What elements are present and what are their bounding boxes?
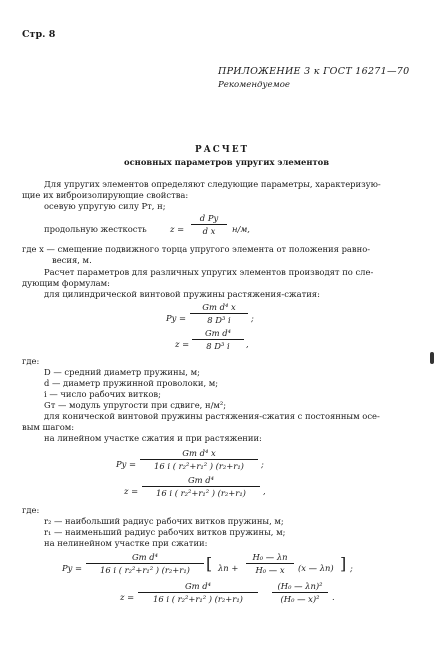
body-text: осевую упругую силу Pт, н; (44, 201, 166, 211)
body-text: для цилиндрической винтовой пружины растяжения-сжатия: (44, 289, 320, 299)
body-text: на нелинейном участке при сжатии: (44, 538, 208, 548)
formula-term: λп + (218, 563, 239, 573)
appendix-heading: ПРИЛОЖЕНИЕ 3 к ГОСТ 16271—70 (218, 66, 410, 77)
definition-item: r₂ — наибольший радиус рабочих витков пружины, м; (44, 516, 284, 526)
definition-item: i — число рабочих витков; (44, 389, 161, 399)
bracket-open: [ (206, 554, 213, 573)
formula-fraction: Gт d⁴ x 8 D³ i (190, 302, 248, 325)
body-text: весия, м. (52, 255, 92, 265)
formula-fraction: Gт d⁴ 16 i ( r₂²+r₁² ) (r₂+r₁) (138, 581, 258, 604)
formula-lhs: Py = (62, 563, 83, 573)
formula-punct: . (332, 592, 335, 602)
definition-item: r₁ — наименьший радиус рабочих витков пружины, м; (44, 527, 286, 537)
body-text: дующим формулам: (22, 278, 110, 288)
formula-punct: , (263, 486, 266, 496)
formula-lhs: z = (175, 339, 190, 349)
body-text: для конической винтовой пружины растяжения-сжатия с постоянным осе- (44, 411, 380, 421)
body-text: щие их виброизолирующие свойства: (22, 190, 189, 200)
where-label: где: (22, 505, 40, 515)
body-text: продольную жесткость (44, 224, 147, 234)
formula-punct: ; (261, 459, 264, 469)
doc-title: РАСЧЕТ (195, 145, 250, 155)
formula-punct: ; (251, 313, 254, 323)
body-text: на линейном участке сжатия и при растяжении: (44, 433, 262, 443)
where-label: где: (22, 356, 40, 366)
formula-punct: , (246, 339, 249, 349)
formula-fraction: Gт d⁴ x 16 i ( r₂²+r₁² ) (r₂+r₁) (140, 448, 258, 471)
definition-item: d — диаметр пружинной проволоки, м; (44, 378, 219, 388)
formula-term: (x — λп) (298, 563, 334, 573)
formula-fraction: (H₀ — λп)² (H₀ — x)² (272, 581, 328, 604)
formula-fraction: Gт d⁴ 8 D³ i (192, 328, 244, 351)
formula-punct: ; (350, 563, 353, 573)
body-text: вым шагом: (22, 422, 75, 432)
formula-lhs: z = (170, 224, 185, 234)
doc-subtitle: основных параметров упругих элементов (124, 157, 330, 167)
formula-lhs: z = (124, 486, 139, 496)
formula-lhs: Py = (166, 313, 187, 323)
formula-fraction: $\frac{\text{d Py}}{\text{d x}}$ (191, 213, 227, 236)
page-number: Стр. 8 (22, 29, 56, 40)
formula-fraction: Gт d⁴ 16 i ( r₂²+r₁² ) (r₂+r₁) (142, 475, 260, 498)
bracket-close: ] (340, 554, 347, 573)
formula-lhs: Py = (116, 459, 137, 469)
definition-item: Gт — модуль упругости при сдвиге, н/м²; (44, 400, 227, 410)
definition-item: D — средний диаметр пружины, м; (44, 367, 200, 377)
formula-fraction: Gт d⁴ 16 i ( r₂²+r₁² ) (r₂+r₁) (86, 552, 204, 575)
formula-fraction: H₀ — λп H₀ — x (246, 552, 294, 575)
body-text: Для упругих элементов определяют следующие параметры, характеризую- (44, 179, 381, 189)
recommended-label: Рекомендуемое (218, 80, 290, 90)
body-text: Расчет параметров для различных упругих элементов производят по сле- (44, 267, 374, 277)
margin-mark (430, 352, 434, 364)
formula-lhs: z = (120, 592, 135, 602)
body-text: где x — смещение подвижного торца упругого элемента от положения равно- (22, 244, 371, 254)
formula-unit: н/м, (232, 224, 250, 234)
